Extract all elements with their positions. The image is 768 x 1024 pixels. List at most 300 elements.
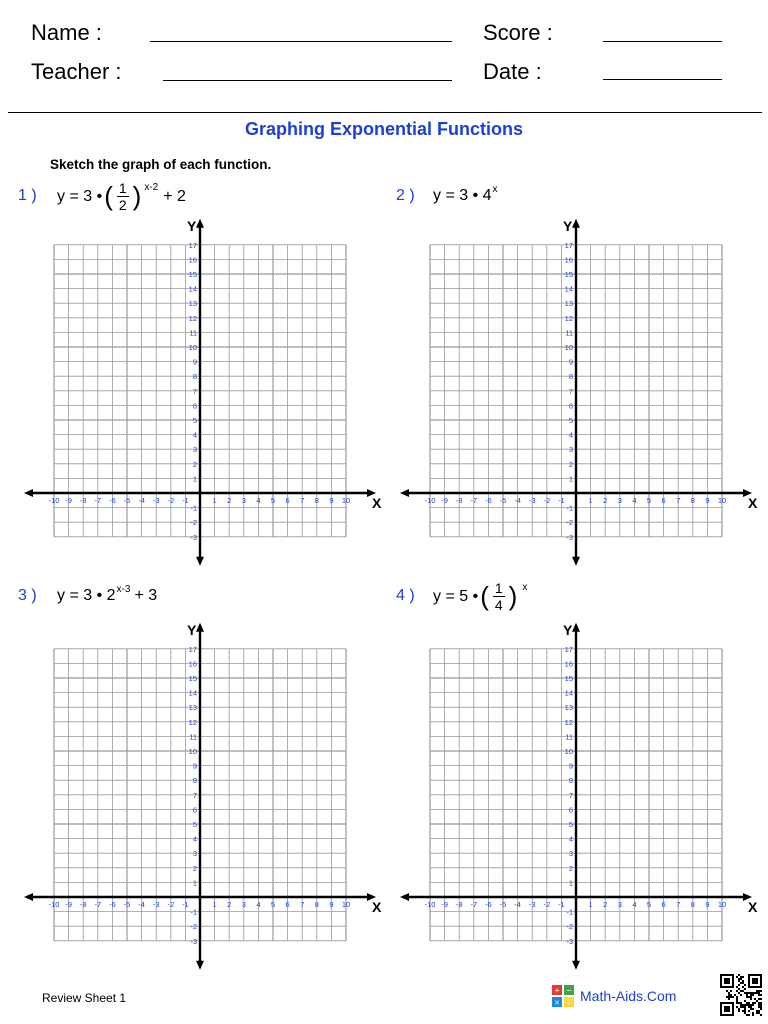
y-tick-label: -3 [566,532,573,542]
problem-number-1: 1 ) [18,187,37,204]
x-tick-label: -5 [123,900,131,909]
x-tick-label: 7 [300,900,305,909]
qr-module [742,1010,744,1012]
x-tick-label: -8 [455,900,463,909]
qr-module [758,1006,760,1008]
y-axis-top-arrow [572,623,580,632]
x-tick-label: -1 [558,900,565,909]
equation-1-prefix: y = 3 • [57,187,103,205]
y-tick-label: 6 [192,805,197,815]
y-tick-label: 8 [192,372,197,382]
qr-module [742,990,744,992]
qr-module [756,992,758,994]
x-tick-label: -2 [543,900,551,909]
qr-module [748,996,750,998]
y-tick-label: 9 [192,357,197,367]
qr-module [744,1004,746,1006]
x-tick-label: -2 [167,496,175,505]
x-tick-label: 8 [314,496,319,505]
qr-module [736,1000,738,1002]
y-tick-label: 15 [188,674,197,683]
x-tick-label: -2 [543,496,551,505]
x-tick-label: -5 [123,496,131,505]
qr-module [760,998,762,1000]
svg-text:+: + [554,985,560,996]
qr-module [760,994,762,996]
y-tick-label: 4 [568,834,573,844]
qr-module [756,1000,758,1002]
qr-code-icon [720,974,762,1016]
x-tick-label: 6 [661,496,666,505]
y-tick-label: -1 [190,907,197,917]
qr-module [748,1002,750,1004]
open-paren: ( [104,180,113,211]
y-tick-label: 9 [568,357,573,367]
x-tick-label: -8 [79,496,87,505]
x-tick-label: 1 [588,900,593,909]
x-tick-label: -10 [424,496,436,505]
qr-module [754,998,756,1000]
y-tick-label: -2 [190,922,197,932]
qr-module [736,1002,738,1004]
y-axis-bottom-arrow [572,961,580,970]
y-tick-label: -1 [190,503,197,513]
x-tick-label: 2 [603,900,608,909]
x-tick-label: -3 [528,496,536,505]
y-tick-label: -3 [190,936,197,946]
x-tick-label: 10 [717,900,727,909]
qr-module [738,1010,740,1012]
y-axis-label: Y [563,621,573,638]
qr-module [742,980,744,982]
qr-module [734,994,736,996]
qr-module [758,992,760,994]
y-tick-label: 8 [568,776,573,786]
qr-module [736,976,738,978]
x-tick-label: 6 [661,900,666,909]
qr-module [738,988,740,990]
x-tick-label: -3 [152,496,160,505]
qr-finder [724,978,730,984]
y-tick-label: 17 [564,240,573,250]
qr-module [730,996,732,998]
x-tick-label: 5 [646,900,652,909]
y-tick-label: 6 [568,805,573,815]
qr-module [740,982,742,984]
equation-2-prefix: y = 3 • 4 [433,187,492,204]
y-tick-label: 4 [192,834,197,844]
x-tick-label: -9 [441,496,448,505]
fraction-denominator: 2 [118,197,127,213]
y-tick-label: 14 [564,284,573,294]
y-tick-label: 5 [568,820,573,829]
y-tick-label: 11 [189,328,197,338]
x-tick-label: -3 [152,900,160,909]
x-axis-left-arrow [400,893,409,901]
qr-module [728,998,730,1000]
y-tick-label: 8 [568,372,573,382]
x-tick-label: -7 [470,900,478,909]
qr-module [756,1012,758,1014]
y-tick-label: 16 [188,659,197,669]
qr-module [738,978,740,980]
qr-module [748,992,750,994]
y-tick-label: 3 [192,849,197,859]
x-tick-label: 3 [241,900,246,909]
y-tick-label: 1 [192,474,197,484]
qr-module [728,992,730,994]
qr-module [752,1014,754,1016]
x-axis-left-arrow [24,893,33,901]
qr-module [738,1002,740,1004]
qr-module [760,1008,762,1010]
qr-finder [748,986,762,988]
y-tick-label: 9 [568,761,573,771]
qr-module [744,1010,746,1012]
x-tick-label: 9 [705,496,710,505]
y-tick-label: -2 [566,922,573,932]
qr-module [750,996,752,998]
equation-3-prefix: y = 3 • 2 [57,587,116,604]
y-tick-label: 14 [188,688,197,698]
x-tick-label: -1 [558,496,565,505]
x-tick-label: -4 [514,496,521,505]
qr-module [738,992,740,994]
qr-module [748,1014,750,1016]
qr-module [758,990,760,992]
x-tick-label: 3 [617,900,622,909]
y-tick-label: 16 [564,255,573,265]
y-tick-label: 4 [568,430,573,440]
qr-module [744,984,746,986]
qr-finder [720,986,734,988]
qr-module [760,990,762,992]
qr-module [758,1010,760,1012]
y-tick-label: 12 [188,717,197,727]
qr-module [744,1006,746,1008]
x-tick-label: 1 [588,496,593,505]
y-tick-label: 7 [568,790,573,800]
qr-module [742,1006,744,1008]
qr-module [752,1008,754,1010]
qr-finder [748,974,750,988]
x-tick-label: 6 [285,900,290,909]
qr-module [754,1002,756,1004]
x-tick-label: -5 [499,496,507,505]
y-tick-label: 3 [192,445,197,455]
y-tick-label: -1 [566,907,573,917]
x-tick-label: 3 [617,496,622,505]
y-tick-label: 7 [192,790,197,800]
x-axis-label: X [748,899,758,915]
qr-module [758,998,760,1000]
y-tick-label: 6 [568,401,573,411]
x-tick-label: 10 [341,496,351,505]
qr-module [758,1002,760,1004]
x-tick-label: -9 [65,900,72,909]
x-tick-label: -5 [499,900,507,909]
equation-4-prefix: y = 5 • [433,587,479,605]
y-tick-label: 15 [564,674,573,683]
teacher-label: Teacher : [31,59,122,84]
x-tick-label: -9 [441,900,448,909]
y-tick-label: 13 [564,703,573,713]
x-tick-label: 2 [603,496,608,505]
qr-module [730,994,732,996]
equation-3-exponent: x-3 [116,583,131,595]
qr-module [736,998,738,1000]
qr-module [760,1014,762,1016]
y-tick-label: 10 [564,343,573,352]
y-tick-label: 11 [189,732,197,742]
y-tick-label: -2 [190,518,197,528]
x-tick-label: 5 [270,900,276,909]
x-tick-label: 3 [241,496,246,505]
fraction-numerator: 1 [494,580,503,596]
y-tick-label: 12 [564,313,573,323]
qr-finder [760,974,762,988]
x-tick-label: -4 [138,496,145,505]
qr-module [758,1012,760,1014]
y-tick-label: 2 [568,863,573,873]
qr-module [750,1006,752,1008]
y-tick-label: 1 [568,474,573,484]
coordinate-plane-2[interactable] [400,218,758,566]
sheet-label: Review Sheet 1 [42,991,127,1005]
y-tick-label: 17 [188,644,197,654]
name-label: Name : [31,20,102,45]
y-tick-label: 5 [192,820,197,829]
x-tick-label: 1 [212,496,217,505]
qr-finder [748,974,762,976]
x-tick-label: -3 [528,900,536,909]
fraction-numerator: 1 [118,180,127,196]
qr-module [752,1004,754,1006]
x-tick-label: 4 [256,496,261,505]
problem-number-2: 2 ) [396,187,415,204]
qr-module [746,1004,748,1006]
x-tick-label: 9 [329,900,334,909]
x-tick-label: -8 [79,900,87,909]
x-tick-label: -6 [109,900,116,909]
y-axis-bottom-arrow [572,557,580,566]
y-tick-label: 16 [188,255,197,265]
qr-module [744,992,746,994]
brand-logo[interactable] [552,985,676,1007]
qr-module [748,1006,750,1008]
coordinate-plane-4[interactable] [400,622,758,970]
x-tick-label: 8 [690,900,695,909]
qr-module [744,1000,746,1002]
qr-module [760,1002,762,1004]
y-tick-label: 13 [564,299,573,309]
qr-module [736,1006,738,1008]
y-tick-label: -2 [566,518,573,528]
x-tick-label: -10 [424,900,436,909]
qr-module [746,992,748,994]
qr-module [736,986,738,988]
x-tick-label: -8 [455,496,463,505]
y-tick-label: 14 [188,284,197,294]
y-tick-label: 8 [192,776,197,786]
svg-text:−: − [566,985,572,996]
y-tick-label: 17 [564,644,573,654]
y-tick-label: 13 [188,703,197,713]
y-tick-label: 6 [192,401,197,411]
y-axis-label: Y [187,217,197,234]
y-tick-label: 5 [192,416,197,425]
y-tick-label: 14 [564,688,573,698]
qr-module [746,994,748,996]
equation-1-suffix: + 2 [163,187,186,205]
x-tick-label: 4 [256,900,261,909]
x-tick-label: 4 [632,900,637,909]
y-tick-label: 16 [564,659,573,669]
qr-module [744,1012,746,1014]
x-tick-label: 7 [676,900,681,909]
qr-module [742,1004,744,1006]
y-axis-label: Y [187,621,197,638]
qr-module [752,1012,754,1014]
y-tick-label: 5 [568,416,573,425]
y-tick-label: 13 [188,299,197,309]
qr-module [740,1006,742,1008]
qr-module [742,986,744,988]
qr-module [760,1006,762,1008]
qr-finder [732,1002,734,1016]
y-tick-label: 4 [192,430,197,440]
calculator-icon [552,985,574,1007]
qr-module [750,998,752,1000]
x-tick-label: -7 [470,496,478,505]
x-tick-label: -6 [109,496,116,505]
qr-module [726,990,728,992]
x-tick-label: 5 [270,496,276,505]
qr-module [758,1004,760,1006]
problem-number-4: 4 ) [396,587,415,604]
qr-module [746,1014,748,1016]
qr-module [758,994,760,996]
x-tick-label: 2 [227,900,232,909]
x-tick-label: -9 [65,496,72,505]
y-axis-bottom-arrow [196,961,204,970]
svg-text:×: × [554,997,560,1007]
x-tick-label: -6 [485,496,492,505]
page-title: Graphing Exponential Functions [244,119,523,139]
y-axis-top-arrow [196,219,204,228]
qr-module [752,1002,754,1004]
problem-number-3: 3 ) [18,587,37,604]
x-tick-label: -1 [182,496,189,505]
qr-module [752,994,754,996]
qr-module [750,1008,752,1010]
qr-module [740,994,742,996]
qr-module [746,1002,748,1004]
close-paren: ) [508,580,518,611]
qr-module [742,982,744,984]
qr-module [754,992,756,994]
y-tick-label: 10 [564,747,573,756]
qr-module [752,992,754,994]
y-tick-label: 11 [565,328,573,338]
qr-finder [720,1002,734,1004]
y-tick-label: -3 [566,936,573,946]
qr-module [750,1004,752,1006]
y-tick-label: 15 [188,270,197,279]
x-tick-label: 8 [690,496,695,505]
y-tick-label: 3 [568,849,573,859]
qr-module [748,1010,750,1012]
y-tick-label: 12 [564,717,573,727]
qr-finder [720,974,734,976]
y-tick-label: 2 [568,459,573,469]
x-tick-label: 4 [632,496,637,505]
qr-finder [732,974,734,988]
qr-module [740,978,742,980]
x-axis-left-arrow [400,489,409,497]
instruction-text: Sketch the graph of each function. [50,157,272,172]
x-tick-label: 7 [300,496,305,505]
x-tick-label: 1 [212,900,217,909]
y-tick-label: 10 [188,747,197,756]
coordinate-plane-3[interactable] [24,622,382,970]
qr-module [738,980,740,982]
qr-finder [724,1006,730,1012]
qr-finder [720,974,722,988]
x-tick-label: 8 [314,900,319,909]
qr-module [740,1004,742,1006]
x-tick-label: 6 [285,496,290,505]
y-tick-label: 11 [565,732,573,742]
y-tick-label: 1 [192,878,197,888]
x-tick-label: 10 [717,496,727,505]
x-tick-label: -2 [167,900,175,909]
open-paren: ( [480,580,489,611]
x-tick-label: 9 [705,900,710,909]
qr-module [746,996,748,998]
y-tick-label: -1 [566,503,573,513]
qr-finder [752,978,758,984]
y-tick-label: 7 [568,386,573,396]
qr-module [736,996,738,998]
qr-module [756,1010,758,1012]
score-label: Score : [483,20,553,45]
qr-module [728,994,730,996]
x-axis-label: X [372,899,382,915]
y-tick-label: 9 [192,761,197,771]
qr-module [744,1008,746,1010]
qr-module [726,996,728,998]
y-tick-label: 15 [564,270,573,279]
x-tick-label: 9 [329,496,334,505]
equation-4-exponent: x [522,582,528,593]
x-tick-label: -10 [48,496,60,505]
qr-module [738,1008,740,1010]
coordinate-plane-1[interactable] [24,218,382,566]
qr-finder [720,1002,722,1016]
y-tick-label: 2 [192,863,197,873]
fraction-denominator: 4 [494,597,503,613]
x-tick-label: -1 [182,900,189,909]
y-tick-label: -3 [190,532,197,542]
x-tick-label: 7 [676,496,681,505]
date-label: Date : [483,59,542,84]
y-tick-label: 1 [568,878,573,888]
qr-module [738,984,740,986]
close-paren: ) [132,180,142,211]
qr-module [742,976,744,978]
y-tick-label: 10 [188,343,197,352]
